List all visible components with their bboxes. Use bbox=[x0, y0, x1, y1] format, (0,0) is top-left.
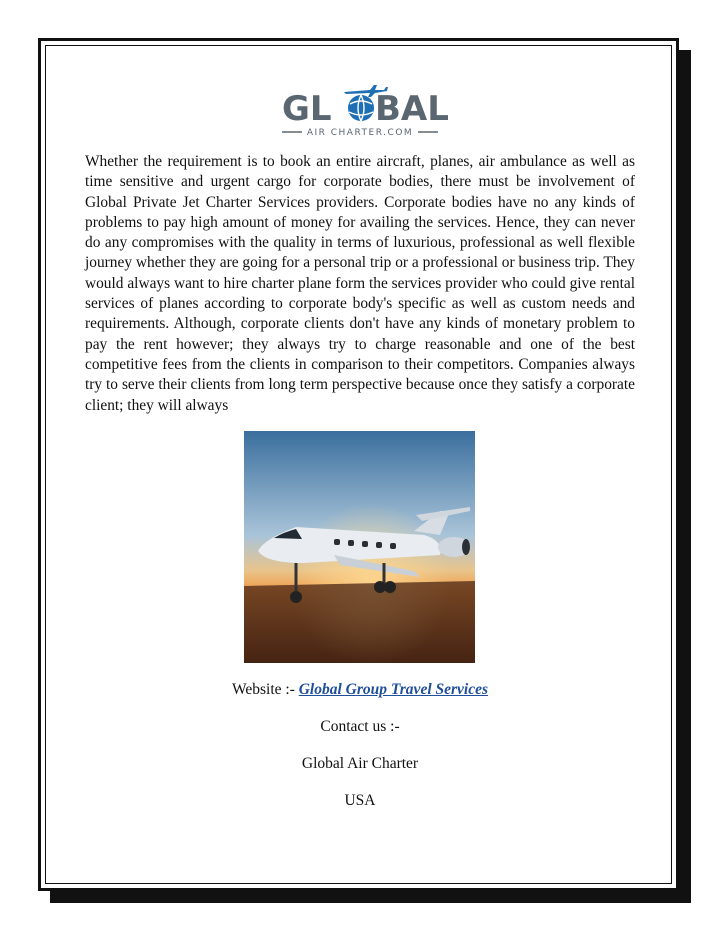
logo-subtitle: AIR CHARTER.COM bbox=[306, 128, 414, 138]
website-link[interactable]: Global Group Travel Services bbox=[298, 681, 489, 698]
contact-heading: Contact us :- bbox=[320, 718, 400, 735]
contact-company: Global Air Charter bbox=[301, 755, 419, 772]
globe-icon bbox=[348, 95, 374, 121]
logo-word-right: BAL bbox=[375, 89, 449, 129]
body-paragraph: Whether the requirement is to book an entire aircraft, planes, air ambulance as well as time sensitive and urgent cargo for corporate bodies, there must be involvement of Global Private Jet Charter Services providers. Corporate bodies have no any kinds of problems to pay high amount of money for availing the services. Hence, they can never do any compromises with the quality in terms of luxurious, professional as well flexible journey whether they are going for a personal trip or a professional or business trip. They would always want to hire charter plane form the services provider who could give rental services of planes according to corporate body's specific as well as custom needs and requirements. Although, corporate clients don't have any kinds of monetary problem to pay the rent however; they always try to charge reasonable and one of the best competitive fees from the clients in comparison to their competitors. Companies always try to serve their clients from long term perspective because once they satisfy a corporate client; they will always bbox=[85, 153, 635, 414]
contact-country: USA bbox=[344, 792, 376, 809]
logo-word-left: GL bbox=[282, 89, 332, 129]
website-label: Website :- bbox=[231, 681, 299, 698]
private-jet-photo bbox=[244, 431, 475, 663]
global-air-charter-logo bbox=[280, 82, 449, 140]
website-line bbox=[0, 681, 720, 699]
